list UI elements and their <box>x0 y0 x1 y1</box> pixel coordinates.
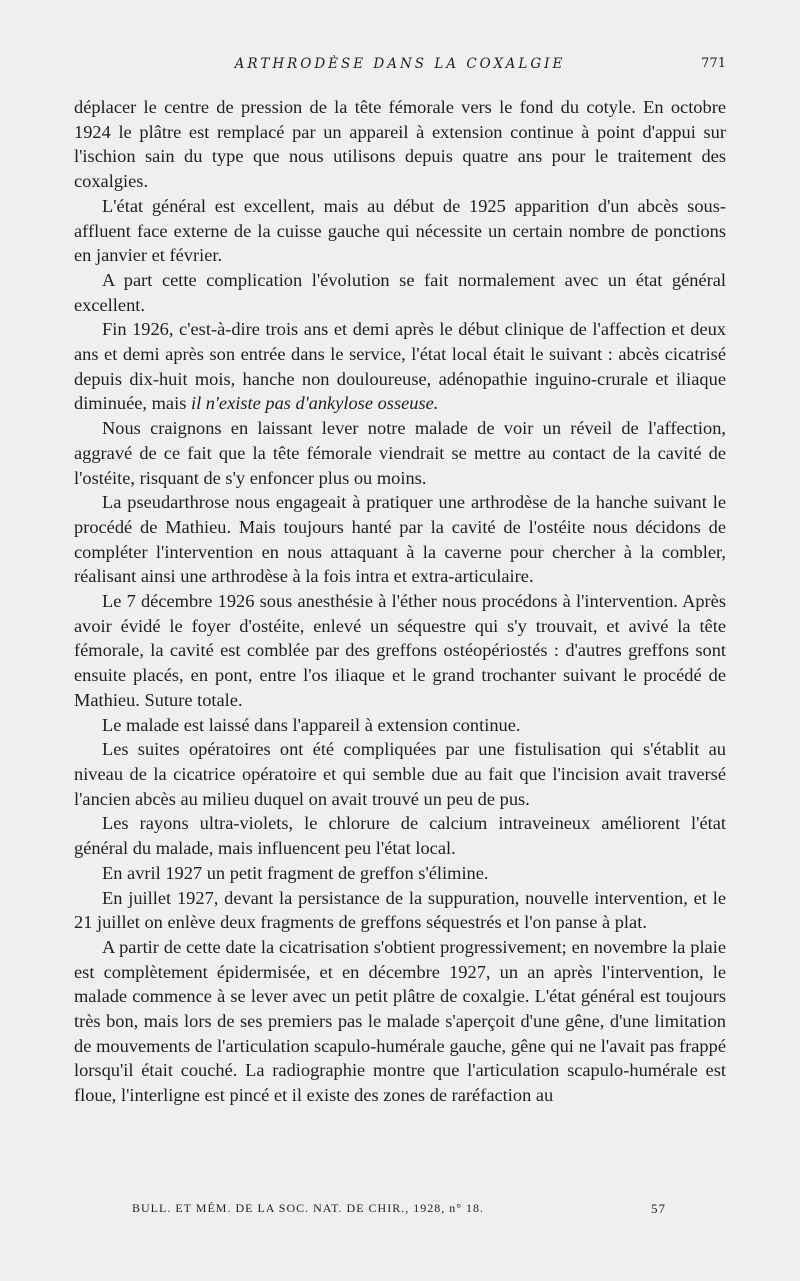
paragraph: Nous craignons en laissant lever notre malade de voir un réveil de l'affection, aggravé de ce fait que la tête fémorale viendrait se mettre au contact de la cavité de l'ostéite, risquant de s'y enfoncer plus ou moins. <box>74 418 726 488</box>
body-text <box>74 95 726 1108</box>
paragraph: déplacer le centre de pression de la tête fémorale vers le fond du cotyle. En octobre 1924 le plâtre est remplacé par un appareil à extension continue à point d'appui sur l'ischion sain du type que nous utilisons depuis quatre ans pour le traitement des coxalgies. <box>74 97 726 192</box>
paragraph: Les rayons ultra-violets, le chlorure de calcium intraveineux améliorent l'état général du malade, mais influencent peu l'état local. <box>74 813 726 859</box>
italic-phrase: il n'existe pas d'ankylose osseuse. <box>190 393 439 414</box>
paragraph: A partir de cette date la cicatrisation s'obtient progressivement; en novembre la plaie est complètement épidermisée, et en décembre 1927, un an après l'intervention, le malade commence à se lever avec un petit plâtre de coxalgie. L'état général est toujours très bon, mais lors de ses premiers pas le malade s'aperçoit d'une gêne, d'une limitation de mouvements de l'articulation scapulo-humérale gauche, gêne qui ne l'avait pas frappé lorsqu'il était couché. La radiographie montre que l'articulation scapulo-humérale est floue, l'interligne est pincé et il existe des zones de raréfaction au <box>74 936 726 1106</box>
paragraph: Le malade est laissé dans l'appareil à extension continue. <box>102 714 521 735</box>
paragraph: En avril 1927 un petit fragment de greffon s'élimine. <box>102 862 489 883</box>
paragraph: La pseudarthrose nous engageait à pratiquer une arthrodèse de la hanche suivant le procédé de Mathieu. Mais toujours hanté par la cavité de l'ostéite nous décidons de compléter l'intervention en nous attaquant à la caverne pour chercher à la combler, réalisant ainsi une arthrodèse à la fois intra et extra-articulaire. <box>74 492 726 587</box>
paragraph: L'état général est excellent, mais au début de 1925 apparition d'un abcès sous-affluent face externe de la cuisse gauche qui nécessite un certain nombre de ponctions en janvier et février. <box>74 195 726 266</box>
running-title: ARTHRODÈSE DANS LA COXALGIE <box>234 56 566 72</box>
paragraph-text: Fin 1926, c'est-à-dire trois ans et demi après le début clinique de l'affection et deux ans et demi après son entrée dans le service, l'état local était le suivant : abcès cicatrisé depuis dix-huit mois, hanche non douloureuse, adénopathie inguino-crurale et iliaque diminuée, mais <box>74 319 726 414</box>
paragraph <box>74 317 726 416</box>
paragraph: Le 7 décembre 1926 sous anesthésie à l'éther nous procédons à l'intervention. Après avoir évidé le foyer d'ostéite, enlevé un séquestre qui s'y trouvait, et avivé la tête fémorale, la cavité est comblée par des greffons ostéopériostés : d'autres greffons sont ensuite placés, en pont, entre l'os iliaque et le grand trochanter suivant le procédé de Mathieu. Suture totale. <box>74 591 726 710</box>
paragraph: A part cette complication l'évolution se fait normalement avec un état général excellent. <box>74 269 726 315</box>
page-number: 771 <box>701 56 726 71</box>
journal-reference: BULL. ET MÉM. DE LA SOC. NAT. DE CHIR., 1928, n° 18. <box>132 1201 485 1215</box>
paragraph: En juillet 1927, devant la persistance de la suppuration, nouvelle intervention, et le 21 juillet on enlève deux fragments de greffons séquestrés et l'on panse à plat. <box>74 887 726 933</box>
paragraph: Les suites opératoires ont été compliquées par une fistulisation qui s'établit au niveau de la cicatrice opératoire et qui semble due au fait que l'incision avait traversé l'ancien abcès au milieu duquel on avait trouvé un peu de pus. <box>74 739 726 809</box>
running-header <box>74 56 726 78</box>
page-footer <box>74 1201 726 1221</box>
signature-mark: 57 <box>651 1201 666 1216</box>
